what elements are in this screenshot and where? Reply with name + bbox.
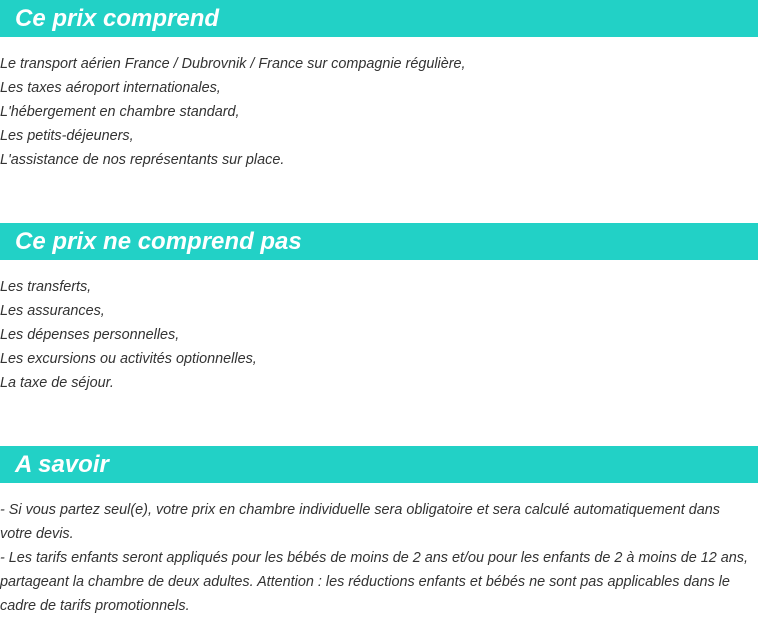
info-paragraph: - Si vous partez seul(e), votre prix en chambre individuelle sera obligatoire et sera calculé automatiquement dans votre devis. [0,502,720,542]
list-item: Le transport aérien France / Dubrovnik / France sur compagnie régulière, [0,56,466,72]
list-item: Les excursions ou activités optionnelles, [0,351,257,367]
list-item: La taxe de séjour. [0,375,114,391]
list-item: L'assistance de nos représentants sur place. [0,152,285,168]
list-item: Les transferts, [0,279,92,295]
list-item: Les taxes aéroport internationales, [0,80,221,96]
section-good-to-know [0,446,758,618]
section-title-good-to-know: A savoir [0,446,758,483]
section-price-includes [0,0,758,172]
section-title-price-excludes: Ce prix ne comprend pas [0,223,758,260]
list-item: L'hébergement en chambre standard, [0,104,240,120]
list-item: Les assurances, [0,303,105,319]
list-item: Les dépenses personnelles, [0,327,180,343]
list-item: Les petits-déjeuners, [0,128,134,144]
section-price-excludes [0,223,758,395]
section-body-good-to-know [0,498,758,618]
section-title-price-includes: Ce prix comprend [0,0,758,37]
info-paragraph: - Les tarifs enfants seront appliqués pour les bébés de moins de 2 ans et/ou pour les enfants de 2 à moins de 12 ans, partageant la chambre de deux adultes. Attention : les réductions enfants et bébés ne sont pas applicables dans le cadre de tarifs promotionnels. [0,550,748,614]
section-body-price-includes [0,52,758,172]
section-body-price-excludes [0,275,758,395]
